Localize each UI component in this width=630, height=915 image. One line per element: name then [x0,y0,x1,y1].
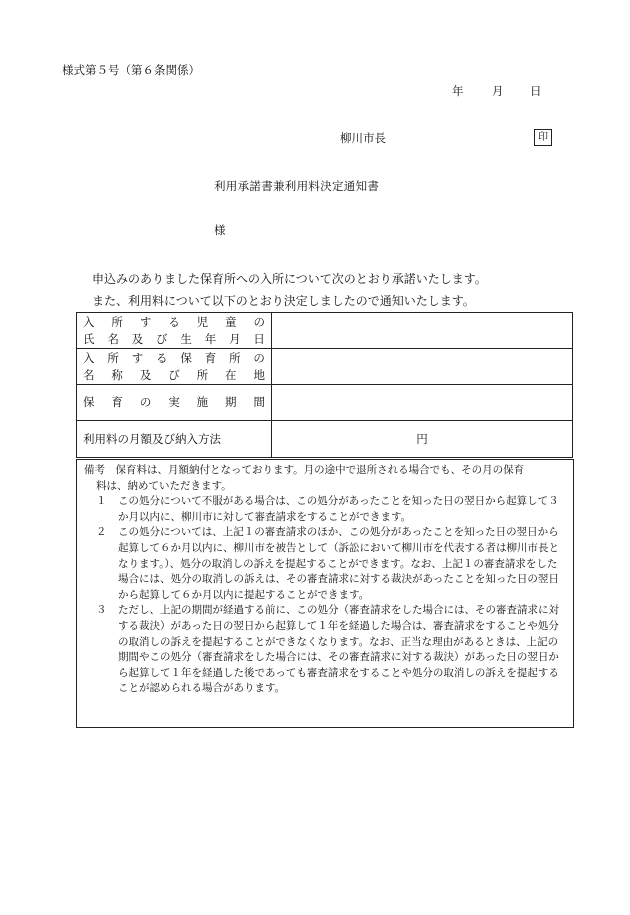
date-month: 月 [492,84,504,98]
label-line: 利用料の月額及び納入方法 [83,431,221,446]
table-row-fee [77,421,573,458]
seal-mark: 印 [534,129,552,146]
label-line: 氏 名 及 び 生 年 月 日 [83,331,265,346]
label-line: 入 所 す る 保 育 所 の [83,350,265,365]
notification-table [76,312,573,458]
label-child-name [77,313,272,349]
document-title: 利用承諾書兼利用料決定通知書 [214,179,380,193]
notes-item-number: ２ [96,526,107,539]
notes-item-number: １ [96,495,107,508]
label-line: 保 育 の 実 施 期 間 [83,395,265,409]
notes-box [76,459,574,728]
issuer-mayor: 柳川市長 [340,131,386,145]
table-row-period [77,385,573,421]
value-nursery[interactable] [272,349,573,385]
table-row-nursery [77,349,573,385]
notes-item-1 [84,494,567,525]
label-line: 名 称 及 び 所 在 地 [83,367,265,382]
table-row-child [77,313,573,349]
intro-line-1: 申込みのありました保育所への入所について次のとおり承諾いたします。 [92,272,487,286]
addressee-suffix: 様 [214,223,226,237]
label-nursery [77,349,272,385]
notes-head-line-1: 備考 保育料は、月額納付となっております。月の途中で退所される場合でも、その月の保育 [84,464,525,476]
intro-line-2: また、利用料について以下のとおり決定しましたので通知いたします。 [92,294,475,308]
date-day: 日 [530,84,542,98]
notes-head-line-2: 料は、納めていただきます。 [96,479,232,492]
value-fee-yen[interactable]: 円 [272,421,573,458]
date-line [452,83,552,99]
notes-item-text: この処分について不服がある場合は、この処分があったことを知った日の翌日から起算して３か月以内に、柳川市に対して審査請求をすることができます。 [118,495,559,523]
label-period [77,385,272,421]
label-fee [77,421,272,458]
notes-item-text: この処分については、上記１の審査請求のほか、この処分があったことを知った日の翌日から起算して６か月以内に、柳川市を被告として（訴訟において柳川市を代表する者は柳川市長となります。）、処分の取消しの訴えを提起することができます。なお、上記１の審査請求をした場合には、処分の取消しの訴えは、その審査請求に対する裁決があったことを知った日の翌日から起算して６か月以内に提起することができます。 [118,526,559,601]
notes-item-text: ただし、上記の期間が経過する前に、この処分（審査請求をした場合には、その審査請求に対する裁決）があった日の翌日から起算して１年を経過した場合は、審査請求をすることや処分の取消しの訴えを提起することができなくなります。なお、正当な理由があるときは、上記の期間やこの処分（審査請求をした場合には、その審査請求に対する裁決）があった日の翌日から起算して１年を経過した後であっても審査請求をすることや処分の取消しの訴えを提起することが認められる場合があります。 [118,604,559,695]
label-line: 入 所 す る 児 童 の [83,314,265,329]
date-year: 年 [452,84,464,98]
value-child-name[interactable] [272,313,573,349]
value-period[interactable] [272,385,573,421]
notes-item-2 [84,525,567,603]
form-number: 様式第５号（第６条関係） [62,63,200,77]
notes-item-3 [84,603,567,697]
notes-item-number: ３ [96,604,107,617]
